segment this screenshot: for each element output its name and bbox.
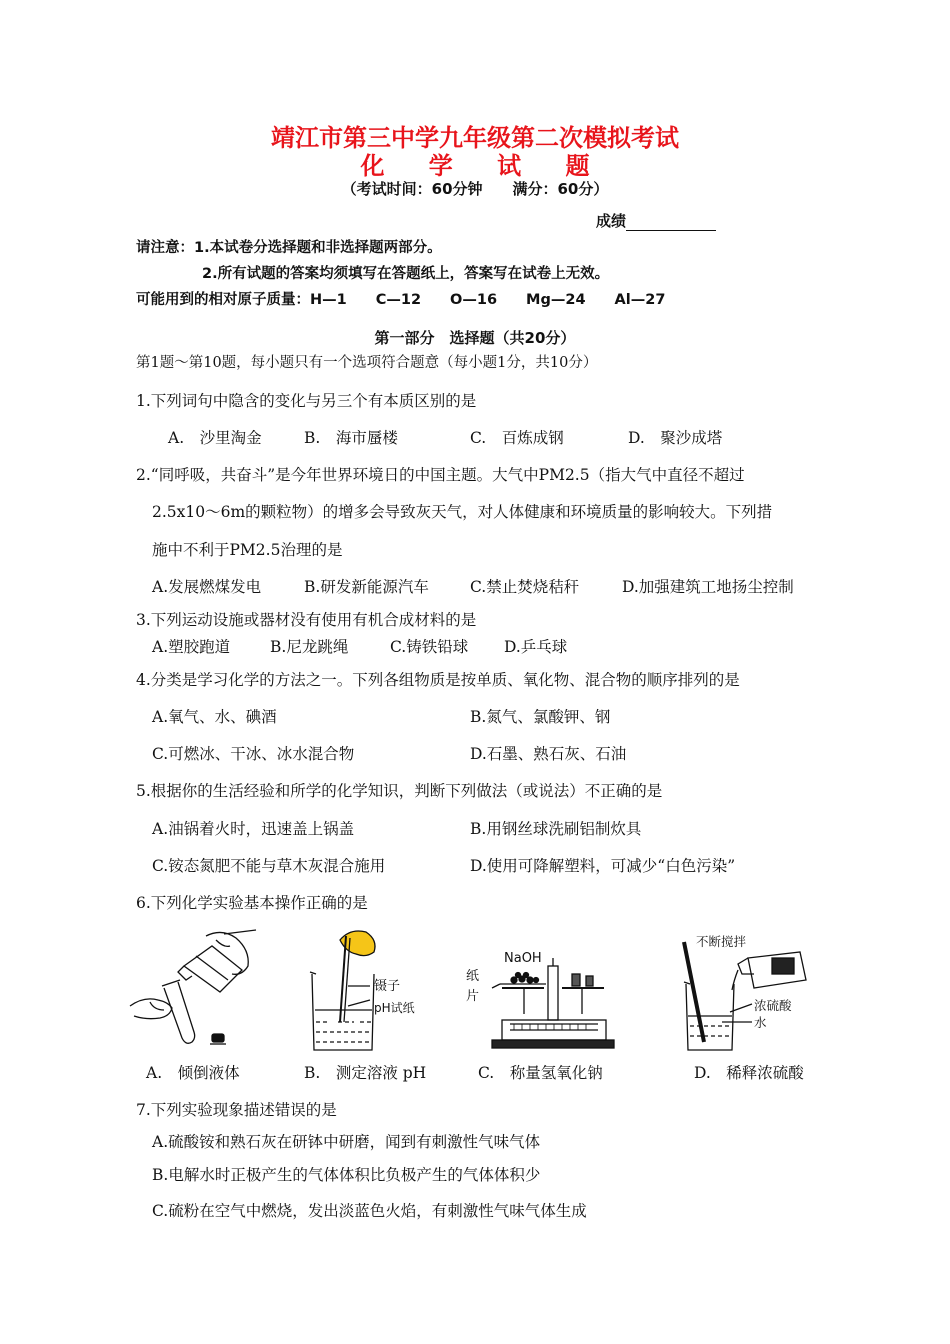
q5-option-d: D.使用可降解塑料，可减少“白色污染” (470, 857, 736, 875)
score-field (596, 210, 716, 231)
question-6-stem: 6.下列化学实验基本操作正确的是 (136, 894, 368, 912)
figure-b-tweezers-label: 镊子 (374, 979, 401, 994)
q7-option-b: B.电解水时正极产生的气体体积比负极产生的气体体积少 (152, 1166, 541, 1184)
figure-c-naoh-label: NaOH (504, 951, 542, 966)
figure-c-weighing-naoh (462, 944, 632, 1059)
question-1-stem: 1.下列词句中隐含的变化与另三个有本质区别的是 (136, 392, 477, 410)
figure-d-water-label: 水 (754, 1015, 767, 1030)
q1-option-a: A. 沙里淘金 (168, 429, 262, 447)
q6-option-a: A. 倾倒液体 (146, 1064, 240, 1082)
figure-d-diluting-acid (672, 930, 822, 1058)
exam-subject: 化 学 试 题 (360, 152, 608, 180)
figure-a-pouring-liquid (124, 926, 264, 1056)
note-item-2: 2.所有试题的答案均须填写在答题纸上，答案写在试卷上无效。 (202, 266, 610, 282)
score-blank (626, 214, 716, 231)
q7-option-a: A.硫酸铵和熟石灰在研钵中研磨，闻到有刺激性气味气体 (152, 1133, 541, 1151)
q5-option-a: A.油锅着火时，迅速盖上锅盖 (152, 820, 355, 838)
q2-option-d: D.加强建筑工地扬尘控制 (622, 578, 794, 596)
figure-c-paper-label-2: 片 (466, 989, 480, 1004)
atomic-mass-line: 可能用到的相对原子质量：H—1 C—12 O—16 Mg—24 Al—27 (136, 292, 666, 308)
q4-option-a: A.氧气、水、碘酒 (152, 708, 277, 726)
question-4-stem: 4.分类是学习化学的方法之一。下列各组物质是按单质、氧化物、混合物的顺序排列的是 (136, 671, 740, 689)
note-item-1: 1.本试卷分选择题和非选择题两部分。 (194, 240, 442, 256)
q2-option-b: B.研发新能源汽车 (304, 578, 429, 596)
q5-option-b: B.用钢丝球洗刷铝制炊具 (470, 820, 642, 838)
section-instruction: 第1题～第10题，每小题只有一个选项符合题意（每小题1分，共10分） (136, 355, 598, 371)
exam-title: 靖江市第三中学九年级第二次模拟考试 (271, 124, 679, 152)
q3-option-c: C.铸铁铅球 (390, 638, 469, 656)
question-2-stem-line-2: 2.5x10～6m的颗粒物）的增多会导致灰天气，对人体健康和环境质量的影响较大。下列措 (152, 503, 773, 521)
q1-option-c: C. 百炼成钢 (470, 429, 564, 447)
q2-option-c: C.禁止焚烧秸秆 (470, 578, 580, 596)
question-2-stem-line-1: 2.“同呼吸，共奋斗”是今年世界环境日的中国主题。大气中PM2.5（指大气中直径不超过 (136, 466, 745, 484)
q6-option-d: D. 稀释浓硫酸 (694, 1064, 804, 1082)
section-title: 第一部分 选择题（共20分） (374, 329, 576, 347)
score-label: 成绩 (596, 212, 627, 230)
question-5-stem: 5.根据你的生活经验和所学的化学知识，判断下列做法（或说法）不正确的是 (136, 782, 663, 800)
q1-option-d: D. 聚沙成塔 (628, 429, 723, 447)
question-2-stem-line-3: 施中不利于PM2.5治理的是 (152, 541, 343, 559)
figure-b-ph-test (300, 926, 430, 1056)
notes-line-1 (136, 236, 442, 257)
q7-option-c: C.硫粉在空气中燃烧，发出淡蓝色火焰，有刺激性气味气体生成 (152, 1202, 587, 1220)
question-3-stem: 3.下列运动设施或器材没有使用有机合成材料的是 (136, 611, 477, 629)
figure-d-acid-label: 浓硫酸 (754, 998, 792, 1013)
q5-option-c: C.铵态氮肥不能与草木灰混合施用 (152, 857, 386, 875)
q4-option-c: C.可燃冰、干冰、冰水混合物 (152, 745, 355, 763)
figure-c-paper-label-1: 纸 (466, 969, 480, 984)
notes-label: 请注意： (136, 240, 194, 256)
q2-option-a: A.发展燃煤发电 (152, 578, 262, 596)
figure-b-paper-label: pH试纸 (374, 1001, 415, 1015)
exam-info: （考试时间：60分钟 满分：60分） (341, 180, 609, 198)
figure-d-stir-label: 不断搅拌 (696, 934, 747, 949)
q4-option-d: D.石墨、熟石灰、石油 (470, 745, 627, 763)
question-7-stem: 7.下列实验现象描述错误的是 (136, 1101, 337, 1119)
q6-option-b: B. 测定溶液 pH (304, 1064, 427, 1082)
q3-option-a: A.塑胶跑道 (152, 638, 231, 656)
q4-option-b: B.氮气、氯酸钾、钢 (470, 708, 611, 726)
q3-option-d: D.乒乓球 (504, 638, 568, 656)
q1-option-b: B. 海市蜃楼 (304, 429, 398, 447)
q6-option-c: C. 称量氢氧化钠 (478, 1064, 603, 1082)
q3-option-b: B.尼龙跳绳 (270, 638, 349, 656)
